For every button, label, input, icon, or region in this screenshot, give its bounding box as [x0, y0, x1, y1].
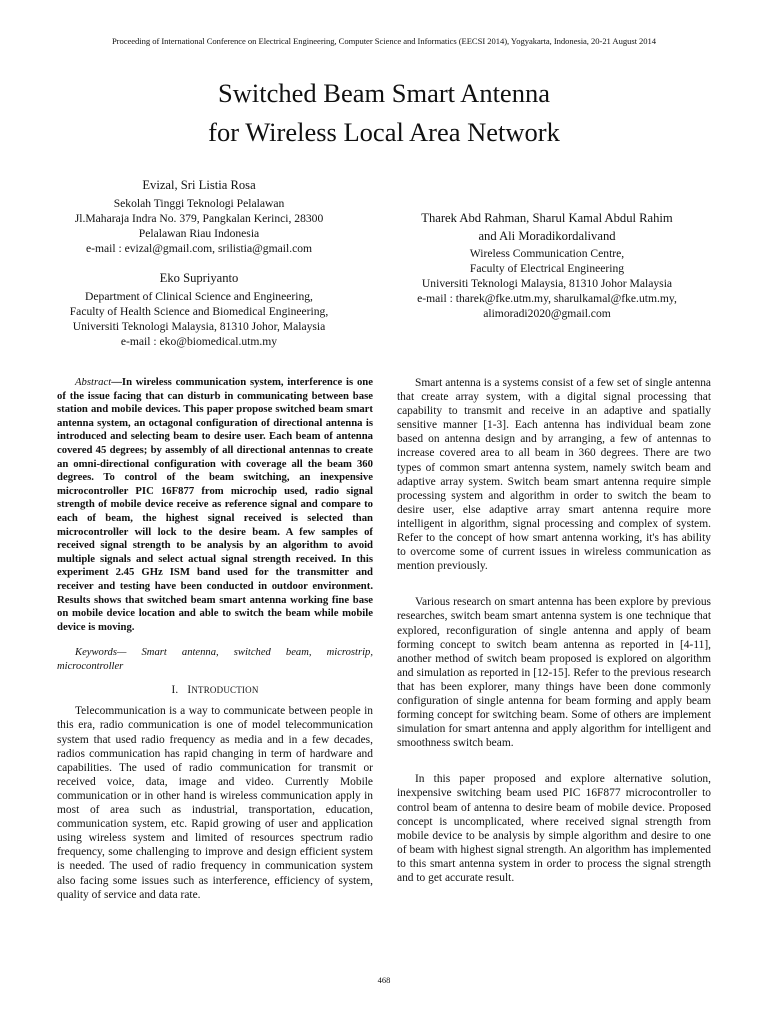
abstract-lead: Abstract	[75, 376, 112, 388]
abstract-dash: —	[111, 376, 122, 388]
conference-header: Proceeding of International Conference on Electrical Engineering, Computer Science and Informatics (EECSI 2014), Yogyakarta, Indonesia, 20-21 August 2014	[111, 36, 657, 46]
author-names-2: Eko Supriyanto	[159, 271, 239, 285]
affiliation-line: Sekolah Tinggi Teknologi Pelalawan	[113, 197, 285, 210]
keywords	[57, 646, 373, 673]
author-names-3: Tharek Abd Rahman, Sharul Kamal Abdul Rahim	[421, 211, 673, 225]
author-block-right	[392, 209, 702, 321]
affiliation-line: Pelalawan Riau Indonesia	[138, 227, 260, 240]
section-number: I.	[171, 684, 179, 697]
author-email: e-mail : tharek@fke.utm.my, sharulkamal@fke.utm.my,	[417, 292, 677, 305]
affiliation-line: Jl.Maharaja Indra No. 379, Pangkalan Kerinci, 28300	[74, 212, 324, 225]
author-block-left	[40, 177, 358, 349]
affiliation-line: Universiti Teknologi Malaysia, 81310 Johor Malaysia	[421, 277, 673, 290]
section-heading-introduction	[57, 683, 373, 697]
author-names-4: and Ali Moradikordalivand	[478, 229, 616, 243]
author-email: alimoradi2020@gmail.com	[483, 307, 611, 320]
author-names-1: Evizal, Sri Listia Rosa	[142, 178, 256, 192]
right-column	[397, 376, 711, 885]
keywords-lead: Keywords	[75, 647, 117, 659]
affiliation-line: Wireless Communication Centre,	[469, 247, 625, 260]
author-email: e-mail : eko@biomedical.utm.my	[120, 335, 278, 348]
affiliation-line: Faculty of Health Science and Biomedical Engineering,	[69, 305, 329, 318]
body-paragraph: Smart antenna is a systems consist of a few set of single antenna that create array system, with a digital signal processing that capability to transmit and receive in an adaptive and spatially sensitive manner [1-3]. Each antenna has individual beam zone based on antenna design and by arranging, a few of antennas to increase covered area to all beam in 360 degrees. There are two types of common smart antenna system, namely switch beam and adaptive array system. Switch beam smart antenna require simple processing system and algorithm in order to switch the beam to desire user, else adaptive array smart antenna require more intelligent in algorithm, signal processing and complex of system. Refer to the concept of how smart antenna working, it's has ability to overcome some of current issues in wireless communication as mention previously.	[397, 377, 711, 573]
keywords-text: Smart antenna, switched beam, microstrip, microcontroller	[57, 647, 373, 672]
intro-paragraph: Telecommunication is a way to communicate between people in this era, radio communication is one of model telecommunication system that used radio frequency as media and in a few decades, radios communication has rapid changing in term of hardware and capabilities. The used of radio communication for transmit or received voice, data, image and video. Currently Mobile communication or in other hand is wireless communication apply in most of area such as industrial, transportation, education, communication system, etc. Rapid growing of user and application using wireless system and limited of resources spectrum radio frequency, some challenging to improve and design efficient system is needed. The used of radio frequency in communication system also facing some issues such as interference, efficiency of system, quality of service and data rate.	[57, 705, 373, 901]
section-title-rest: NTRODUCTION	[191, 685, 259, 696]
affiliation-line: Faculty of Electrical Engineering	[469, 262, 625, 275]
paper-title	[0, 74, 768, 152]
title-line-1: Switched Beam Smart Antenna	[218, 78, 550, 108]
body-paragraph: In this paper proposed and explore alternative solution, inexpensive switching beam used PIC 16F877 microcontroller to control beam of antenna to desire beam of mobile device. Proposed concept is uncomplicated, where received signal strength from mobile device to be analysis by simple algorithm and desire to one of beam with highest signal strength. An algorithm has implemented to this smart antenna system in order to process the signal strength and to get accurate result.	[397, 773, 711, 884]
page-number: 468	[377, 975, 391, 985]
body-paragraph: Various research on smart antenna has been explore by previous researches, switch beam smart antenna system is one technique that explored, reconfiguration of single antenna and apply of beam forming concept to switch beam antenna as reported in [4-11], another method of switch beam proposed is explored on algorithm and simulation as reported in [12-15]. Refer to the previous research that has been explorer, many things have been done commonly configuration of single antenna for beam forming and apply beam forming concept for switching beam. Some of others are implement simulation for smart antenna and apply algorithm for intelligent and smoothness switch beam.	[397, 596, 711, 750]
author-email: e-mail : evizal@gmail.com, srilistia@gmail.com	[85, 242, 313, 255]
affiliation-line: Department of Clinical Science and Engineering,	[85, 290, 313, 303]
title-line-2: for Wireless Local Area Network	[208, 117, 560, 147]
left-column	[57, 376, 373, 902]
abstract-text: In wireless communication system, interference is one of the issue facing that can disturb in communicating between base station and mobile devices. This paper propose switched beam smart antenna system, an octagonal configuration of directional antenna is introduced and selecting beam to desire user. Each beam of antenna covered 45 degrees; by assembly of all directional antennas to create an omni-directional configuration with coverage all the beam 360 degrees. To control of the beam switching, an inexpensive microcontroller PIC 16F877 from microchip used, radio signal strength of mobile device receive as reference signal and compare to each of beam, the highest signal received is selected than microcontroller will lock to the desire beam. A few samples of received signal strength to be analysis by an algorithm to avoid multiple signals and select actual signal strength received. In this experiment 2.45 GHz ISM band used for the transmitter and receiver and testing have been conducted in outdoor environment. Results shows that switched beam smart antenna working fine base on mobile device location and able to switch the beam while mobile device is moving.	[57, 376, 373, 633]
section-first-letter: I	[187, 684, 192, 697]
affiliation-line: Universiti Teknologi Malaysia, 81310 Johor, Malaysia	[72, 320, 326, 333]
keywords-dash: —	[116, 647, 142, 659]
abstract	[57, 376, 373, 634]
